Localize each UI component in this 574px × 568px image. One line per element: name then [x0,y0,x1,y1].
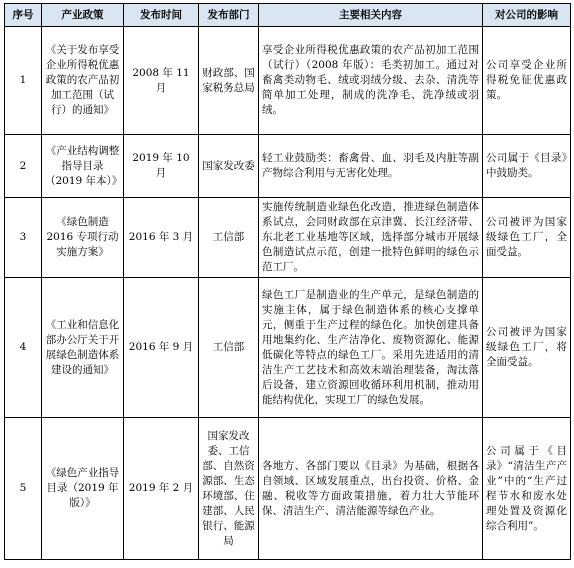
cell-impact: 公司被评为国家级绿色工厂，将全面受益。 [483,278,571,418]
table-header [5,4,571,27]
cell-date: 2016 年 9 月 [124,278,199,418]
table-row [5,27,571,135]
table-body [5,27,571,560]
cell-policy: 《工业和信息化部办公厅关于开展绿色制造体系建设的通知》 [42,278,124,418]
policy-table [4,3,571,560]
cell-content: 各地方、各部门要以《目录》为基础，根据各自领域、区域发展重点，出台投资、价格、金融、税收等方面政策措施，着力壮大节能环保、清洁生产、清洁能源等绿色产业。 [259,418,483,560]
cell-no: 1 [5,27,42,135]
header-content: 主要相关内容 [259,4,483,27]
cell-content: 享受企业所得税优惠政策的农产品初加工范围（试行）（2008 年版）：毛类初加工。通过对畜禽类动物毛、绒或羽绒分级、去杂、清洗等简单加工处理，制成的洗净毛、洗净绒或羽绒。 [259,27,483,135]
cell-dept: 工信部 [199,198,259,278]
cell-date: 2019 年 2 月 [124,418,199,560]
header-policy: 产业政策 [42,4,124,27]
header-no: 序号 [5,4,42,27]
cell-no: 5 [5,418,42,560]
cell-no: 2 [5,135,42,198]
table-row [5,198,571,278]
header-row [5,4,571,27]
cell-policy: 《产业结构调整指导目录（2019 年本）》 [42,135,124,198]
cell-dept: 工信部 [199,278,259,418]
cell-date: 2016 年 3 月 [124,198,199,278]
cell-policy: 《绿色产业指导目录（2019 年版）》 [42,418,124,560]
cell-dept: 财政部、国家税务总局 [199,27,259,135]
table-row [5,278,571,418]
cell-dept: 国家发改委、工信部、自然资源部、生态环境部、住建部、人民银行、能源局 [199,418,259,560]
header-date: 发布时间 [124,4,199,27]
cell-impact: 公司属于《目录》中鼓励类。 [483,135,571,198]
cell-date: 2008 年 11 月 [124,27,199,135]
cell-policy: 《关于发布享受企业所得税优惠政策的农产品初加工范围（试行）的通知》 [42,27,124,135]
table-row [5,135,571,198]
header-impact: 对公司的影响 [483,4,571,27]
header-dept: 发布部门 [199,4,259,27]
cell-impact: 公司属于《目录》“清洁生产产业”中的“生产过程节水和废水处理处置及资源化综合利用”。 [483,418,571,560]
cell-content: 绿色工厂是制造业的生产单元，是绿色制造的实施主体，属于绿色制造体系的核心支撑单元，侧重于生产过程的绿色化。加快创建具备用地集约化、生产洁净化、废物资源化、能源低碳化等特点的绿色工厂。采用先进适用的清洁生产工艺技术和高效末端治理装备，淘汰落后设备，建立资源回收循环利用机制，推动用能结构优化，实现工厂的绿色发展。 [259,278,483,418]
cell-impact: 公司被评为国家级绿色工厂，全面受益。 [483,198,571,278]
cell-impact: 公司享受企业所得税免征优惠政策。 [483,27,571,135]
cell-content: 轻工业鼓励类：畜禽骨、血、羽毛及内脏等副产物综合利用与无害化处理。 [259,135,483,198]
cell-content: 实施传统制造业绿色化改造，推进绿色制造体系试点，会同财政部在京津冀、长江经济带、东北老工业基地等区域，选择部分城市开展绿色制造试点示范，创建一批特色鲜明的绿色示范工厂。 [259,198,483,278]
cell-dept: 国家发改委 [199,135,259,198]
cell-policy: 《绿色制造 2016 专项行动实施方案》 [42,198,124,278]
cell-no: 3 [5,198,42,278]
cell-date: 2019 年 10 月 [124,135,199,198]
table-row [5,418,571,560]
cell-no: 4 [5,278,42,418]
